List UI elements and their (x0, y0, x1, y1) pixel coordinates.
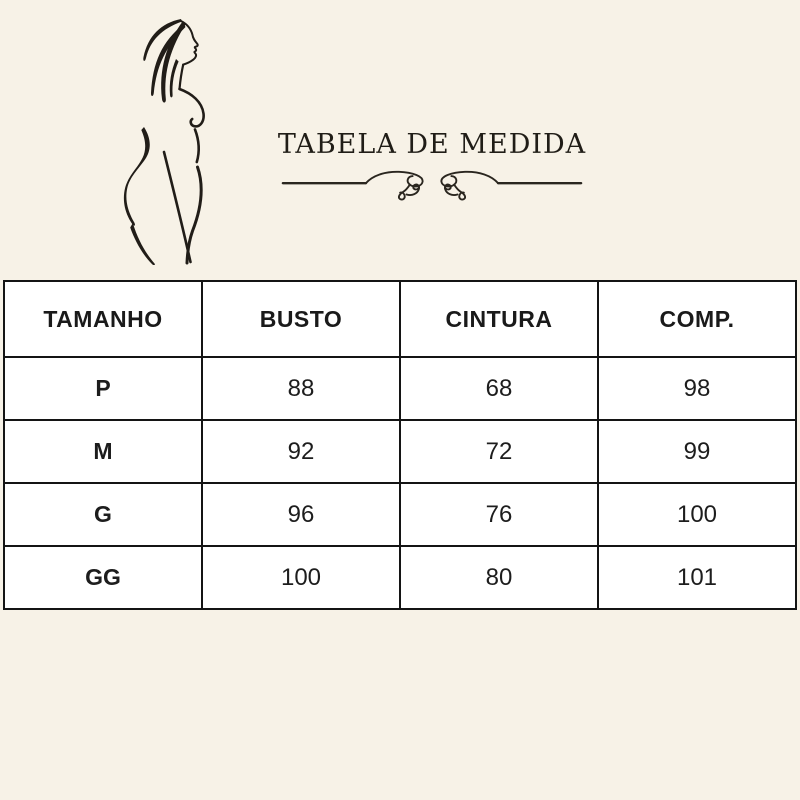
comp-cell: 99 (598, 420, 796, 483)
cintura-cell: 68 (400, 357, 598, 420)
busto-cell: 88 (202, 357, 400, 420)
table-row-g (4, 483, 796, 546)
column-header-busto: BUSTO (202, 281, 400, 357)
woman-silhouette-icon (95, 0, 270, 265)
busto-cell: 92 (202, 420, 400, 483)
column-header-cintura: CINTURA (400, 281, 598, 357)
size-cell: G (4, 483, 202, 546)
comp-cell: 98 (598, 357, 796, 420)
size-table (3, 280, 797, 610)
cintura-cell: 80 (400, 546, 598, 609)
table-header-row (4, 281, 796, 357)
size-cell: GG (4, 546, 202, 609)
column-header-tamanho: TAMANHO (4, 281, 202, 357)
cintura-cell: 72 (400, 420, 598, 483)
cintura-cell: 76 (400, 483, 598, 546)
table-row-m (4, 420, 796, 483)
size-cell: P (4, 357, 202, 420)
table-row-gg (4, 546, 796, 609)
busto-cell: 100 (202, 546, 400, 609)
comp-cell: 100 (598, 483, 796, 546)
table-row-p (4, 357, 796, 420)
size-cell: M (4, 420, 202, 483)
page-title: TABELA DE MEDIDA (277, 129, 587, 160)
comp-cell: 101 (598, 546, 796, 609)
busto-cell: 96 (202, 483, 400, 546)
flourish-divider-icon (281, 169, 583, 203)
title-block (252, 126, 612, 203)
column-header-comp: COMP. (598, 281, 796, 357)
